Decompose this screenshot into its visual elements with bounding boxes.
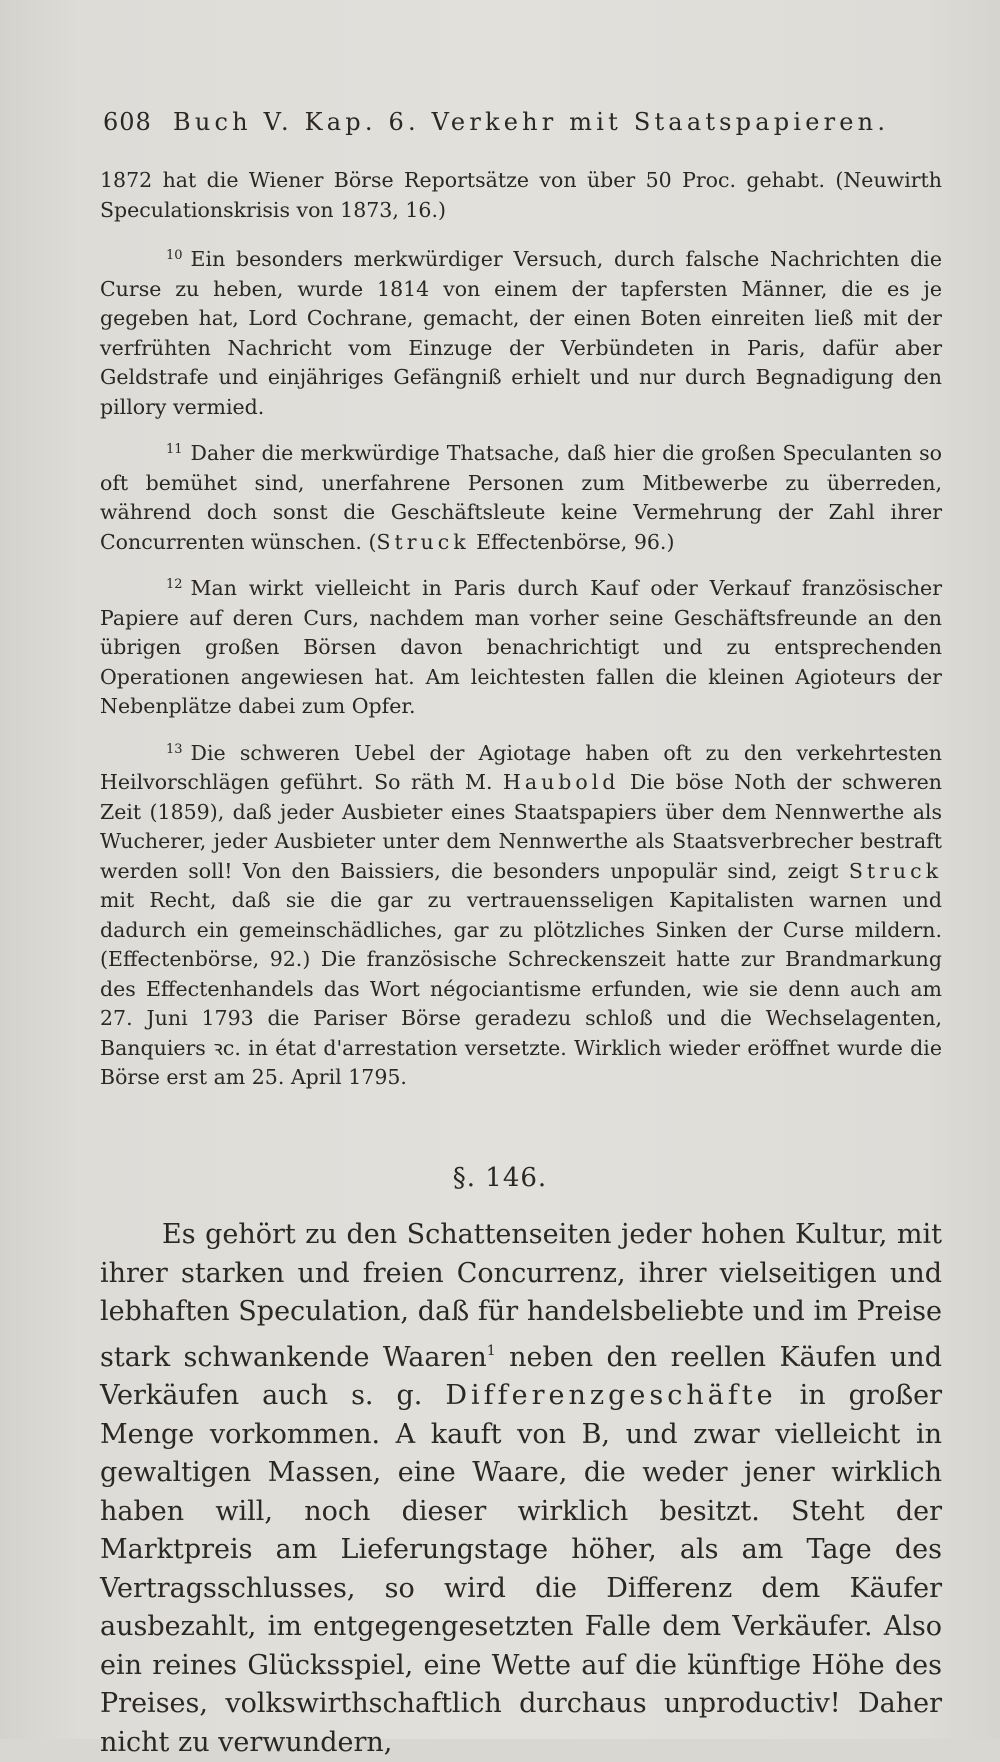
footnote-reference: 1 — [486, 1342, 496, 1359]
footnote-13 — [100, 735, 942, 1093]
footnote-10 — [100, 241, 942, 422]
running-head: Buch V. Kap. 6. Verkehr mit Staatspapieren. — [173, 108, 890, 136]
footnote-text: Man wirkt vielleicht in Paris durch Kauf oder Verkauf französischer Papiere auf deren Curs, nachdem man vorher seine Geschäftsfreunde an den übrigen großen Börsen davon benachrichtigt und zu entsprechenden Operationen angewiesen hat. Am leichtesten fallen die kleinen Agioteurs der Nebenplätze dabei zum Opfer. — [100, 576, 942, 718]
footnote-mark: 11 — [166, 442, 183, 457]
author-name: Struck — [848, 858, 942, 883]
footnotes-block — [100, 166, 942, 1106]
page-header — [103, 108, 903, 152]
footnote-mark: 10 — [166, 248, 183, 263]
body-text: Es gehört zu den Schattenseiten jeder hohen Kultur, mit ihrer starken und freien Concurrenz, ihrer vielseitigen und lebhaften Speculation, daß für handelsbeliebte und im Preise stark schwankende Waaren — [100, 1219, 942, 1373]
footnote-text: Die böse Noth der schweren Zeit (1859), daß jeder Ausbieter eines Staatspapiers über dem Nennwerthe als Wucherer, jeder Ausbieter unter dem Nennwerthe als Staatsverbrecher bestraft werden soll! Von den Baissiers, die besonders unpopulär sind, zeigt — [100, 770, 942, 883]
footnote-11 — [100, 435, 942, 557]
author-name: Struck — [376, 529, 470, 554]
section-body — [100, 1216, 942, 1762]
footnote-mark: 12 — [166, 577, 183, 592]
page-number: 608 — [103, 108, 152, 136]
footnote-text: Daher die merkwürdige Thatsache, daß hier die großen Speculanten so oft bemühet sind, unerfahrene Personen zum Mitbewerbe zu überreden, während doch sonst die Geschäftsleute keine Vermehrung der Zahl ihrer Concurrenten wünschen. ( — [100, 441, 942, 554]
footnote-mark: 13 — [166, 741, 183, 757]
footnote-text: 1872 hat die Wiener Börse Reportsätze von über 50 Proc. gehabt. (Neuwirth Speculationskrisis von 1873, 16.) — [100, 168, 942, 222]
author-name: Haubold — [502, 770, 620, 794]
footnote-9-continuation — [100, 166, 942, 225]
footnote-text: Ein besonders merkwürdiger Versuch, durch falsche Nachrichten die Curse zu heben, wurde 1814 von einem der tapfersten Männer, die es je gegeben hat, Lord Cochrane, gemacht, der einen Boten einreiten ließ mit der verfrühten Nachricht vom Einzuge der Verbündeten in Paris, dafür aber Geldstrafe und einjähriges Gefängniß erhielt und nur durch Begnadigung den pillory vermied. — [100, 247, 942, 419]
footnote-text: mit Recht, daß sie die gar zu vertrauensseligen Kapitalisten warnen und dadurch ein gemeinschädliches, gar zu plötzliches Sinken der Curse mildern. (Effectenbörse, 92.) Die französische Schreckenszeit hatte zur Brandmarkung des Effectenhandels das Wort négociantisme erfunden, wie sie denn auch am 27. Juni 1793 die Pariser Börse geradezu schloß und die Wechselagenten, Banquiers ꝛc. in état d'arrestation versetzte. Wirklich wieder eröffnet wurde die Börse erst am 25. April 1795. — [100, 888, 942, 1089]
footnote-12 — [100, 570, 942, 722]
emphasized-term: Differenzgeschäfte — [445, 1380, 777, 1411]
footnote-text: Effectenbörse, 96.) — [469, 529, 675, 554]
section-heading: §. 146. — [452, 1163, 548, 1193]
footnote-text: Die schweren Uebel der Agiotage haben oft zu den verkehrtesten Heilvorschlägen geführt. So räth M. — [100, 740, 942, 794]
body-text: in großer Menge vorkommen. A kauft von B, und zwar vielleicht in gewaltigen Massen, eine Waare, die weder jener wirklich haben will, noch dieser wirklich besitzt. Steht der Marktpreis am Lieferungstage höher, als am Tage des Vertragsschlusses, so wird die Differenz dem Käufer ausbezahlt, im entgegengesetzten Falle dem Verkäufer. Also ein reines Glücksspiel, eine Wette auf die künftige Höhe des Preises, volkswirthschaftlich durchaus unproductiv! Daher nicht zu verwundern, — [100, 1380, 942, 1758]
body-text: neben den reellen Käufen und Verkäufen auch s. g. — [100, 1341, 942, 1411]
